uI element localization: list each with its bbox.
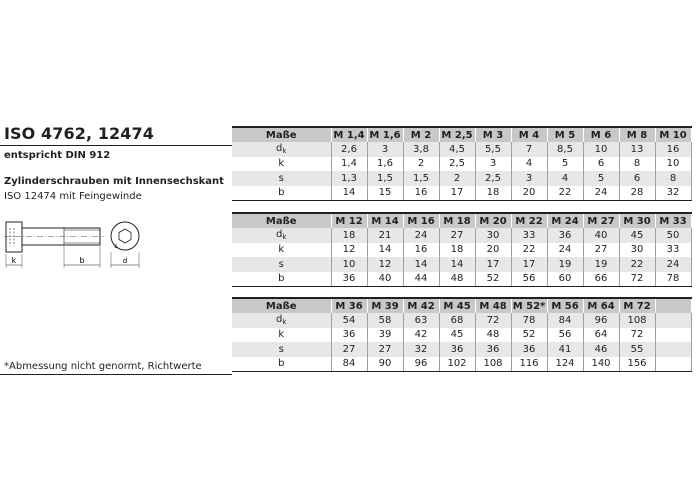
table-row — [232, 313, 691, 328]
dimension-table-m1-4-to-m10 — [232, 126, 692, 201]
size-column-header: M 45 — [439, 298, 475, 313]
table-header-row — [232, 127, 691, 142]
dimension-table-m12-to-m33 — [232, 212, 692, 287]
row-label-text: k — [278, 329, 285, 341]
table-cell: 1,5 — [367, 171, 403, 186]
size-column-header: M 3 — [475, 127, 511, 142]
size-column-header: M 56 — [547, 298, 583, 313]
table-cell: 27 — [331, 342, 367, 357]
table-cell: 36 — [331, 328, 367, 343]
table-cell: 56 — [511, 272, 547, 287]
table-row — [232, 157, 691, 172]
table-cell: 4 — [547, 171, 583, 186]
variant-note: ISO 12474 mit Feingewinde — [4, 191, 142, 202]
table-row — [232, 328, 691, 343]
table-cell: 5 — [583, 171, 619, 186]
table-cell: 1,3 — [331, 171, 367, 186]
row-label-text: d — [276, 143, 283, 155]
table-cell: 52 — [511, 328, 547, 343]
size-column-header: M 24 — [547, 213, 583, 228]
table-cell: 108 — [475, 357, 511, 372]
row-label-text: d — [276, 314, 283, 326]
table-row — [232, 228, 691, 243]
size-column-header: M 2,5 — [439, 127, 475, 142]
table-cell — [655, 328, 691, 343]
table-cell: 58 — [367, 313, 403, 328]
table-cell: 32 — [403, 342, 439, 357]
table-cell: 16 — [403, 243, 439, 258]
footnote: *Abmessung nicht genormt, Richtwerte — [4, 361, 202, 372]
table-cell: 44 — [403, 272, 439, 287]
table-cell: 18 — [475, 186, 511, 201]
table-row — [232, 257, 691, 272]
table-cell: 28 — [619, 186, 655, 201]
table-cell: 60 — [547, 272, 583, 287]
table-cell: 14 — [439, 257, 475, 272]
size-column-header: M 5 — [547, 127, 583, 142]
table-cell — [655, 313, 691, 328]
page-title: ISO 4762, 12474 — [4, 124, 154, 143]
table-cell: 12 — [367, 257, 403, 272]
table-cell: 68 — [439, 313, 475, 328]
size-column-header: M 42 — [403, 298, 439, 313]
table-row — [232, 186, 691, 201]
table-cell: 36 — [511, 342, 547, 357]
table-cell: 40 — [367, 272, 403, 287]
table-cell: 18 — [331, 228, 367, 243]
table-cell: 12 — [331, 243, 367, 258]
table-cell: 16 — [403, 186, 439, 201]
table-cell — [655, 342, 691, 357]
table-cell: 21 — [367, 228, 403, 243]
product-description: Zylinderschrauben mit Innensechskant — [4, 176, 224, 187]
size-column-header: M 20 — [475, 213, 511, 228]
table-cell: 140 — [583, 357, 619, 372]
table-header-row — [232, 298, 691, 313]
row-label — [232, 313, 331, 328]
screw-technical-drawing — [4, 216, 144, 276]
table-cell: 27 — [367, 342, 403, 357]
table-cell: 4 — [511, 157, 547, 172]
table-cell: 17 — [475, 257, 511, 272]
table-cell: 16 — [655, 142, 691, 157]
table-row — [232, 272, 691, 287]
size-column-header: M 36 — [331, 298, 367, 313]
table-cell: 2 — [403, 157, 439, 172]
table-cell: 72 — [619, 328, 655, 343]
size-column-header: M 48 — [475, 298, 511, 313]
table-cell: 45 — [439, 328, 475, 343]
table-cell: 3 — [475, 157, 511, 172]
table-cell: 27 — [583, 243, 619, 258]
table-cell: 90 — [367, 357, 403, 372]
table-cell: 14 — [403, 257, 439, 272]
table-cell: 19 — [583, 257, 619, 272]
title-rule — [0, 145, 232, 146]
table-cell: 36 — [439, 342, 475, 357]
table-cell: 6 — [583, 157, 619, 172]
table-cell: 4,5 — [439, 142, 475, 157]
table-cell: 1,6 — [367, 157, 403, 172]
row-label — [232, 272, 331, 287]
row-label-text: d — [276, 229, 283, 241]
table-cell: 8 — [655, 171, 691, 186]
table-cell: 10 — [655, 157, 691, 172]
size-column-header: M 12 — [331, 213, 367, 228]
row-label — [232, 157, 331, 172]
row-label-subscript: k — [282, 233, 287, 242]
header-label: Maße — [232, 127, 331, 142]
table-cell: 48 — [439, 272, 475, 287]
table-cell: 63 — [403, 313, 439, 328]
table-row — [232, 171, 691, 186]
size-column-header: M 2 — [403, 127, 439, 142]
table-cell: 2,5 — [439, 157, 475, 172]
footnote-rule — [0, 374, 232, 375]
table-cell: 24 — [655, 257, 691, 272]
table-cell: 30 — [619, 243, 655, 258]
table-cell: 2,6 — [331, 142, 367, 157]
row-label — [232, 186, 331, 201]
table-cell: 22 — [547, 186, 583, 201]
row-label-text: k — [278, 244, 285, 256]
table-cell: 32 — [655, 186, 691, 201]
size-column-header: M 16 — [403, 213, 439, 228]
table-cell: 17 — [511, 257, 547, 272]
size-column-header: M 52* — [511, 298, 547, 313]
table-cell: 5,5 — [475, 142, 511, 157]
size-column-header: M 10 — [655, 127, 691, 142]
row-label-text: b — [278, 358, 285, 370]
table-cell: 7 — [511, 142, 547, 157]
dim-k-label: k — [11, 256, 17, 265]
table-cell: 1,5 — [403, 171, 439, 186]
header-label: Maße — [232, 213, 331, 228]
table-cell: 20 — [511, 186, 547, 201]
row-label-text: s — [278, 258, 284, 270]
table-cell: 78 — [655, 272, 691, 287]
table-cell: 156 — [619, 357, 655, 372]
table-cell: 41 — [547, 342, 583, 357]
table-cell: 10 — [583, 142, 619, 157]
table-cell — [655, 357, 691, 372]
table-cell: 124 — [547, 357, 583, 372]
table-cell: 96 — [403, 357, 439, 372]
table-cell: 2,5 — [475, 171, 511, 186]
size-column-header: M 18 — [439, 213, 475, 228]
table-cell: 3,8 — [403, 142, 439, 157]
size-column-header: M 27 — [583, 213, 619, 228]
row-label-text: s — [278, 172, 284, 184]
table-cell: 8,5 — [547, 142, 583, 157]
row-label-text: s — [278, 343, 284, 355]
table-cell: 84 — [331, 357, 367, 372]
size-column-header — [655, 298, 691, 313]
table-cell: 102 — [439, 357, 475, 372]
table-cell: 50 — [655, 228, 691, 243]
table-cell: 20 — [475, 243, 511, 258]
table-cell: 13 — [619, 142, 655, 157]
table-cell: 42 — [403, 328, 439, 343]
table-cell: 8 — [619, 157, 655, 172]
table-cell: 6 — [619, 171, 655, 186]
table-cell: 30 — [475, 228, 511, 243]
table-cell: 54 — [331, 313, 367, 328]
table-cell: 56 — [547, 328, 583, 343]
size-column-header: M 8 — [619, 127, 655, 142]
table-cell: 24 — [583, 186, 619, 201]
table-row — [232, 243, 691, 258]
size-column-header: M 1,4 — [331, 127, 367, 142]
table-header-row — [232, 213, 691, 228]
dim-dk-label: d — [122, 257, 128, 265]
table-cell: 24 — [403, 228, 439, 243]
table-cell: 64 — [583, 328, 619, 343]
table-row — [232, 357, 691, 372]
table-cell: 33 — [511, 228, 547, 243]
table-cell: 3 — [367, 142, 403, 157]
row-label — [232, 228, 331, 243]
row-label — [232, 357, 331, 372]
table-cell: 5 — [547, 157, 583, 172]
table-cell: 14 — [367, 243, 403, 258]
row-label — [232, 243, 331, 258]
size-column-header: M 14 — [367, 213, 403, 228]
hex-socket-icon — [119, 229, 131, 243]
table-cell: 108 — [619, 313, 655, 328]
table-cell: 3 — [511, 171, 547, 186]
size-column-header: M 30 — [619, 213, 655, 228]
table-cell: 84 — [547, 313, 583, 328]
table-row — [232, 342, 691, 357]
row-label — [232, 142, 331, 157]
table-cell: 36 — [547, 228, 583, 243]
table-cell: 40 — [583, 228, 619, 243]
table-cell: 33 — [655, 243, 691, 258]
table-cell: 116 — [511, 357, 547, 372]
table-cell: 14 — [331, 186, 367, 201]
size-column-header: M 4 — [511, 127, 547, 142]
table-cell: 39 — [367, 328, 403, 343]
table-cell: 2 — [439, 171, 475, 186]
table-cell: 45 — [619, 228, 655, 243]
row-label-subscript: k — [282, 318, 287, 327]
table-cell: 72 — [475, 313, 511, 328]
table-cell: 17 — [439, 186, 475, 201]
table-cell: 55 — [619, 342, 655, 357]
row-label-text: k — [278, 158, 285, 170]
row-label — [232, 328, 331, 343]
table-cell: 72 — [619, 272, 655, 287]
table-cell: 36 — [475, 342, 511, 357]
size-column-header: M 6 — [583, 127, 619, 142]
table-cell: 78 — [511, 313, 547, 328]
dim-b-label: b — [79, 256, 85, 265]
table-cell: 27 — [439, 228, 475, 243]
row-label — [232, 171, 331, 186]
dimension-table-m36-to-m72 — [232, 297, 692, 372]
row-label — [232, 257, 331, 272]
table-cell: 1,4 — [331, 157, 367, 172]
row-label — [232, 342, 331, 357]
table-cell: 96 — [583, 313, 619, 328]
table-cell: 36 — [331, 272, 367, 287]
dim-s-label: s — [114, 243, 118, 250]
size-column-header: M 39 — [367, 298, 403, 313]
table-row — [232, 142, 691, 157]
size-column-header: M 33 — [655, 213, 691, 228]
table-cell: 22 — [619, 257, 655, 272]
table-cell: 46 — [583, 342, 619, 357]
size-column-header: M 72 — [619, 298, 655, 313]
row-label-subscript: k — [282, 147, 287, 156]
table-cell: 18 — [439, 243, 475, 258]
row-label-text: b — [278, 273, 285, 285]
size-column-header: M 64 — [583, 298, 619, 313]
din-reference: entspricht DIN 912 — [4, 150, 111, 161]
size-column-header: M 22 — [511, 213, 547, 228]
table-cell: 66 — [583, 272, 619, 287]
table-cell: 52 — [475, 272, 511, 287]
table-cell: 48 — [475, 328, 511, 343]
table-cell: 22 — [511, 243, 547, 258]
table-cell: 19 — [547, 257, 583, 272]
table-cell: 24 — [547, 243, 583, 258]
table-cell: 10 — [331, 257, 367, 272]
table-cell: 15 — [367, 186, 403, 201]
size-column-header: M 1,6 — [367, 127, 403, 142]
row-label-text: b — [278, 187, 285, 199]
header-label: Maße — [232, 298, 331, 313]
